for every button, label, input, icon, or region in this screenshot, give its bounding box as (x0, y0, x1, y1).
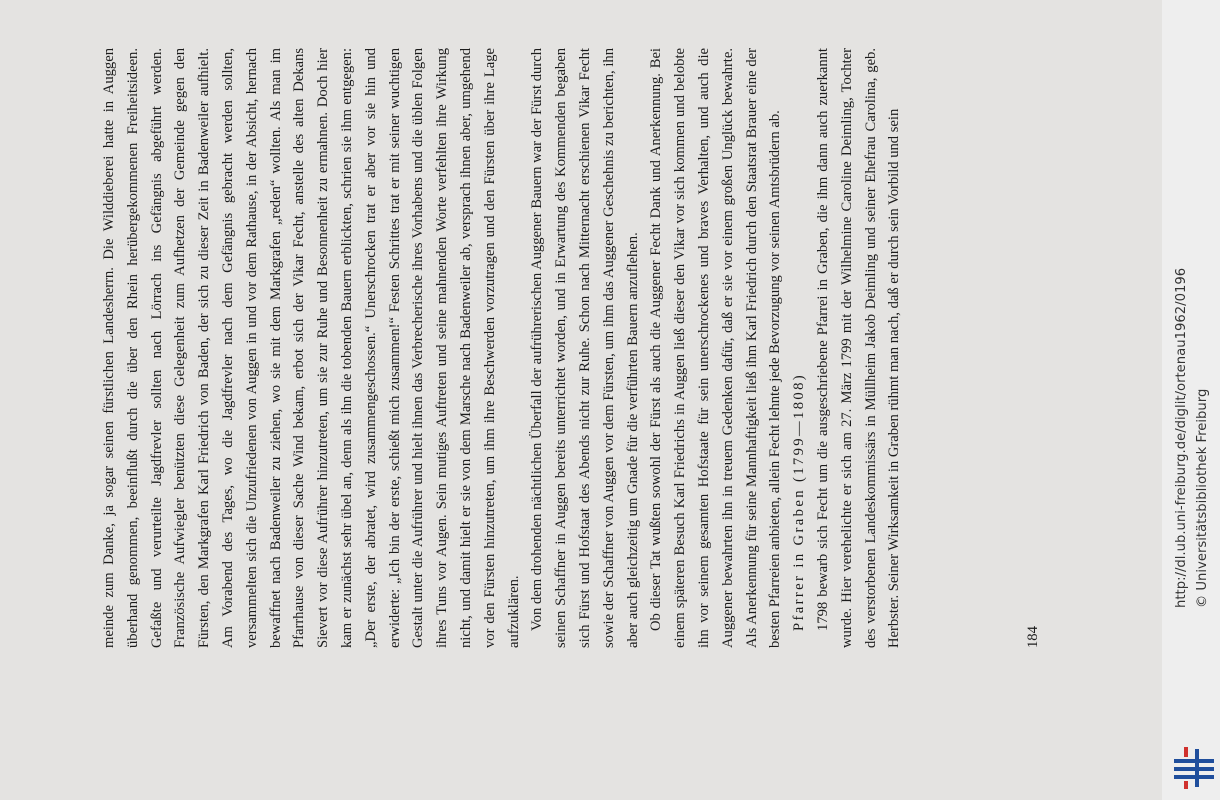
logo-bar-top (1174, 759, 1214, 763)
logo-bar-middle (1174, 767, 1214, 771)
paragraph-3: Ob dieser Tat wußten sowohl der Fürst als auch die Auggener Fecht Dank und Anerkennung. Bei einem späteren Besuch Karl Friedrichs in Auggen ließ dieser den Vikar vor sich kommen und belobte ihn vor seinem gesamten Hofstaate für sein unerschrockenes und braves Verhalten, und auch die Auggener bewahrten ihn in treuem Gedenken dafür, daß er sie vor einem großen Unglück bewahrte. Als Anerkennung für seine Mannhaftigkeit ließ ihm Karl Friedrich durch den Staatsrat Brauer eine der besten Pfarreien anbieten, allein Fecht lehnte jede Bevorzugung vor seinen Amtsbrüdern ab. (648, 48, 784, 648)
paragraph-2: Von dem drohenden nächtlichen Überfall der aufrührerischen Auggener Bauern war der Fürst durch seinen Schaffner in Auggen bereits unterrichtet worden, und in Erwartung des Kommenden begaben sich Fürst und Hofstaat des Abends nicht zur Ruhe. Schon nach Mitternacht erschienen Vikar Fecht sowie der Schaffner von Auggen vor dem Fürsten, um ihm das Auggener Geschehnis zu berichten, ihn aber auch gleichzeitig um Gnade für die verführten Bauern anzuflehen. (529, 48, 641, 648)
logo-bar-bottom (1174, 775, 1214, 779)
page-number: 184 (1025, 626, 1041, 648)
section-heading: Pfarrer in Graben (1799—1808) (791, 372, 808, 631)
source-url[interactable]: http://dl.ub.uni-freiburg.de/diglit/ortenau1962/0196 (1174, 267, 1189, 608)
logo-red-mark-lower (1184, 781, 1188, 789)
logo-stem (1195, 749, 1199, 787)
section-paragraph: 1798 bewarb sich Fecht um die ausgeschriebene Pfarrei in Graben, die ihm dann auch zuerkannt wurde. Hier verehelichte er sich am 27. März 1799 mit der Wilhelmine Caroline Deimling, Tochter des verstorbenen Landeskommissärs in Müllheim Jakob Deimling und seiner Ehefrau Carolina, geb. Herbster. Seiner Wirksamkeit in Graben rühmt man nach, daß er durch sein Vorbild und sein (814, 48, 903, 648)
logo-red-mark-upper (1184, 747, 1188, 757)
ub-freiburg-logo-icon (1174, 745, 1214, 790)
sidebar-rotated (1162, 0, 1220, 800)
copyright-notice: © Universitätsbibliothek Freiburg (1195, 388, 1210, 608)
library-sidebar (1162, 0, 1220, 800)
body-text (98, 48, 907, 648)
paragraph-1: meinde zum Danke, ja sogar seinen fürstlichen Landesherrn. Die Wilddieberei hatte in Auggen überhand genommen, beeinflußt durch die über den Rhein herübergekommenen Freiheitsideen. Gefaßte und verurteilte Jagdfrevler sollten nach Lörrach ins Gefängnis abgeführt werden. Französische Aufwiegler benützten diese Gelegenheit zum Aufhetzen der Gemeinde gegen den Fürsten, den Markgrafen Karl Friedrich von Baden, der sich zu dieser Zeit in Badenweiler aufhielt. Am Vorabend des Tages, wo die Jagdfrevler nach dem Gefängnis gebracht werden sollten, versammelten sich die Unzufriedenen von Auggen in und vor dem Rathause, in der Absicht, hernach bewaffnet nach Badenweiler zu ziehen, wo sie mit dem Markgrafen „reden“ wollten. Als man im Pfarrhause von dieser Sache Wind bekam, erbot sich der Vikar Fecht, anstelle des alten Dekans Sievert vor diese Aufrührer hinzutreten, um sie zur Ruhe und Besonnenheit zu ermahnen. Doch hier kam er zunächst sehr übel an, denn als ihn die tobenden Bauern erblickten, schrien sie ihm entgegen: „Der erste, der abratet, wird zusammengeschossen.“ Unerschrocken trat er aber vor sie hin und erwiderte: „Ich bin der erste, schießt mich zusammen!“ Festen Schrittes trat er mit seiner wuchtigen Gestalt unter die Aufrührer und hielt ihnen das Verbrecherische ihres Vorhabens und die üblen Folgen ihres Tuns vor Augen. Sein mutiges Auftreten und seine mahnenden Worte verfehlten ihre Wirkung nicht, und damit hielt er sie von dem Marsche nach Badenweiler ab, versprach ihnen aber, umgehend vor den Fürsten hinzutreten, um ihm ihre Beschwerden vorzutragen und den Fürsten über ihre Lage aufzuklären. (101, 48, 522, 648)
